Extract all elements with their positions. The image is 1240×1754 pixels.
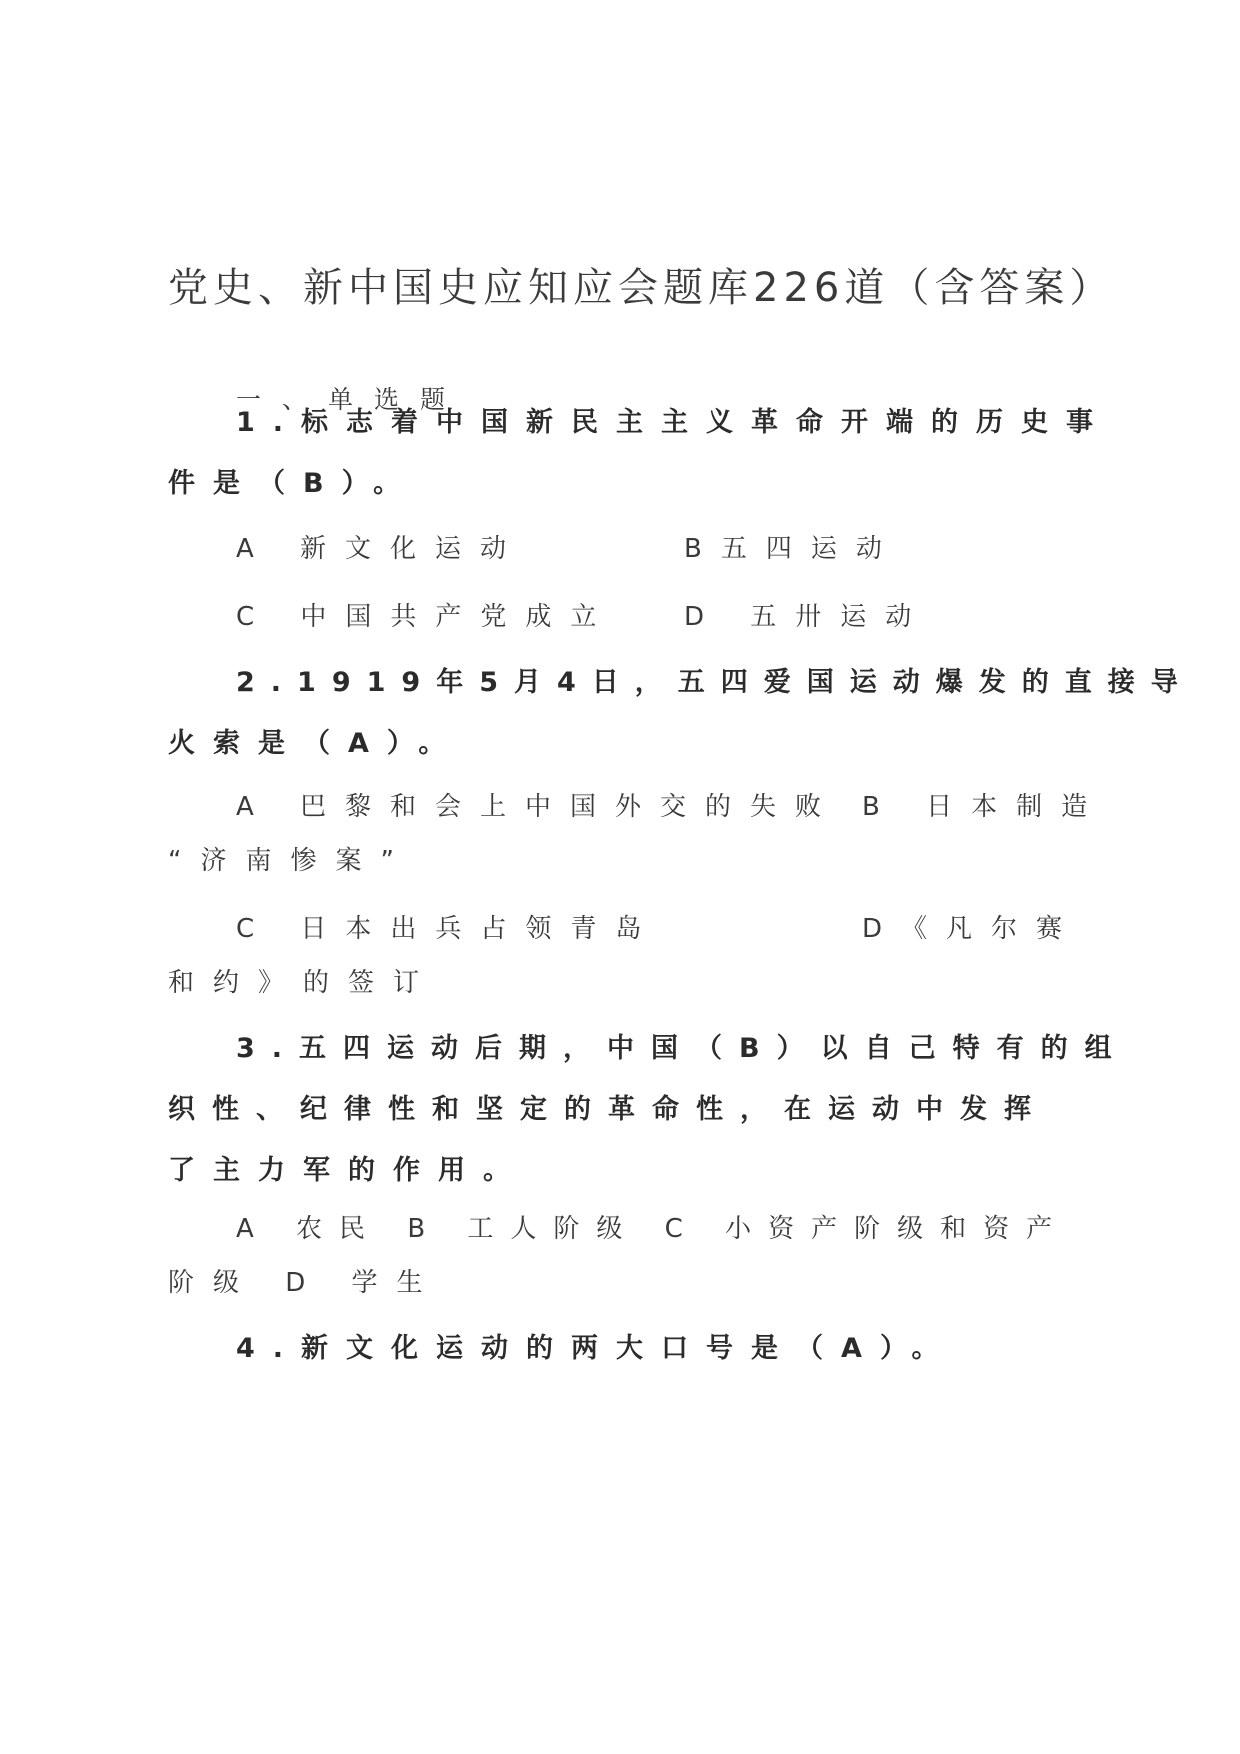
- question-2-option-b-line-2: “济南惨案”: [168, 846, 413, 876]
- question-3: [168, 1018, 1129, 1201]
- question-1-option-a: A 新文化运动: [236, 534, 526, 564]
- question-3-line-2: 织性、纪律性和坚定的革命性，在运动中发挥: [168, 1094, 1048, 1125]
- question-1-line-2: 件是（B）。: [168, 468, 419, 499]
- question-2-line-2: 火索是（A）。: [168, 728, 464, 759]
- question-2-option-c: C 日本出兵占领青岛: [236, 914, 661, 944]
- question-3-options-line-1: A 农民 B 工人阶级 C 小资产阶级和资产: [236, 1214, 1070, 1244]
- section-heading: 一、单选题: [236, 385, 467, 414]
- document-title: 党史、新中国史应知应会题库226道（含答案）: [168, 265, 1115, 311]
- question-1-option-d: D 五卅运动: [684, 602, 931, 632]
- question-1-line-1: 1.标志着中国新民主主义革命开端的历史事: [236, 407, 1112, 438]
- question-3-line-1: 3.五四运动后期，中国（B）以自己特有的组: [236, 1033, 1129, 1064]
- question-3-line-3: 了主力军的作用。: [168, 1155, 528, 1186]
- question-3-options-line-2: 阶级 D 学生: [168, 1268, 442, 1298]
- question-1-option-c: C 中国共产党成立: [236, 602, 616, 632]
- question-2-option-d-line-2: 和约》的签订: [168, 968, 439, 998]
- question-2: [168, 652, 1194, 774]
- question-2-option-a: A 巴黎和会上中国外交的失败: [236, 792, 841, 822]
- question-4-line-1: 4.新文化运动的两大口号是（A）。: [236, 1333, 957, 1364]
- question-1-option-b: B五四运动: [684, 534, 901, 564]
- question-2-option-b-line-1: B 日本制造: [862, 792, 1107, 822]
- question-2-option-d-line-1: D《凡尔赛: [862, 914, 1082, 944]
- question-1: [168, 392, 1112, 514]
- question-2-line-1: 2.1919年5月4日，五四爱国运动爆发的直接导: [236, 667, 1194, 698]
- question-4: [168, 1318, 1074, 1379]
